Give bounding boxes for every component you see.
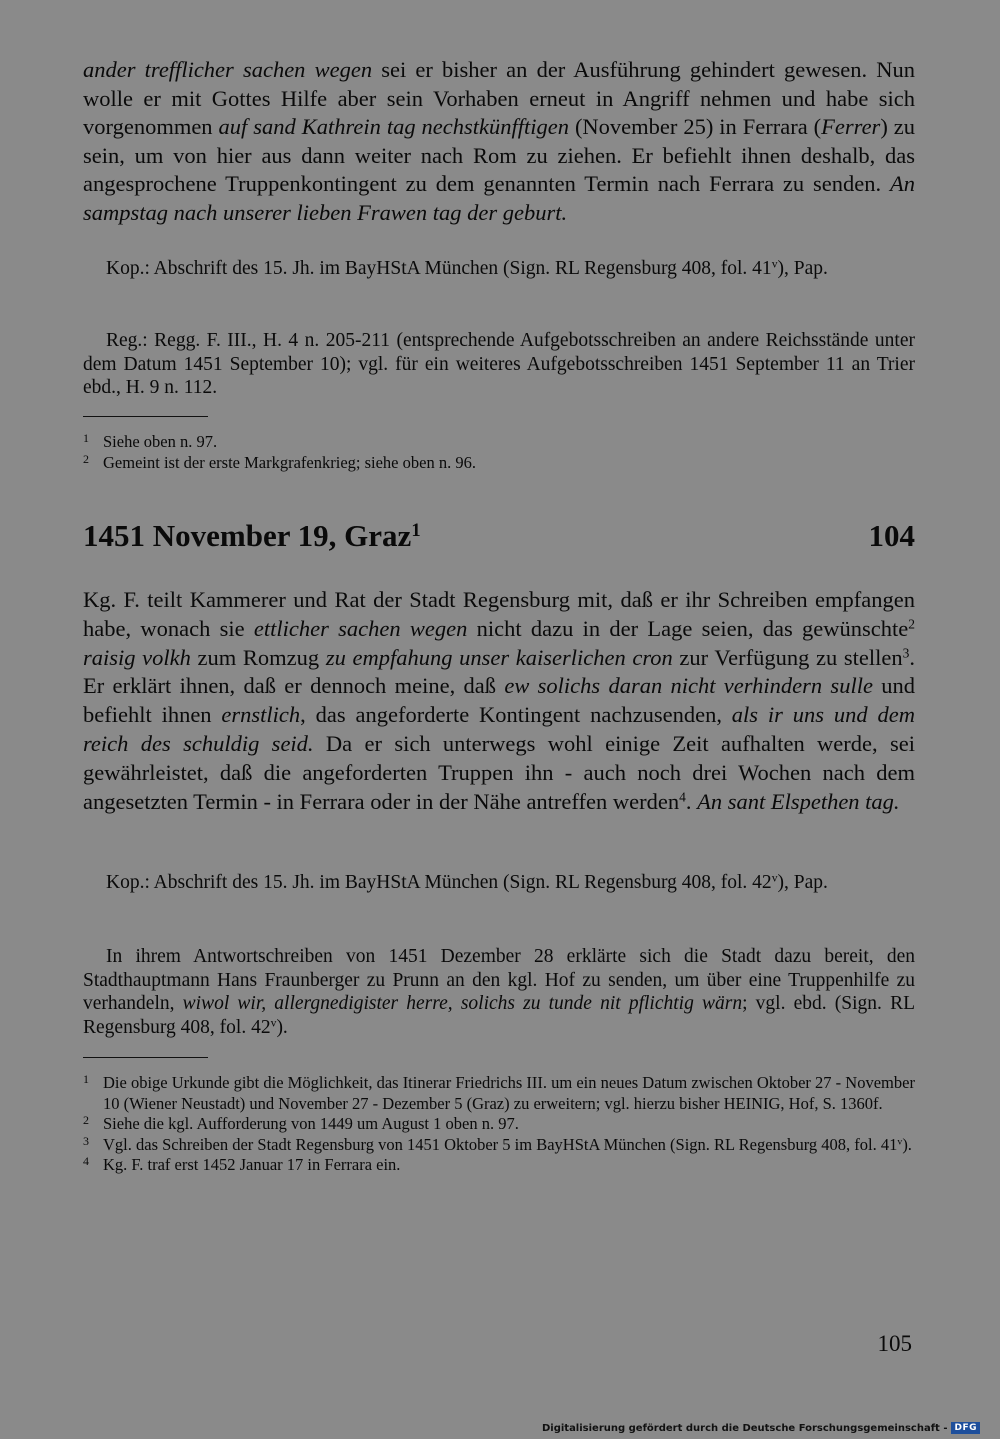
italic-quote: An sant Elspethen tag. — [697, 788, 900, 814]
superscript: 4 — [679, 789, 686, 805]
superscript: v — [771, 871, 778, 885]
italic-quote: auf sand Kathrein tag nechstkünfftigen — [218, 114, 569, 140]
kop-note-2 — [83, 871, 915, 895]
italic-quote: ew solichs daran nicht verhindern sulle — [504, 673, 873, 699]
heading-date-text: 1451 November 19, Graz — [83, 518, 412, 553]
italic-quote: ernstlich — [221, 702, 301, 728]
italic-quote: als ir uns und dem reich des schuldig seid. — [83, 702, 915, 756]
footnote-text: Die obige Urkunde gibt die Möglichkeit, das Itinerar Friedrichs III. um ein neues Datum zwischen Oktober 27 - November 10 (Wiener Neustadt) und November 27 - Dezember 5 (Graz) zu erweitern; vgl. hierzu bisher HEINIG, Hof, S. 1360f. — [103, 1073, 915, 1113]
text-run: In ihrem Antwortschreiben von 1451 Dezember 28 erklärte sich die Stadt dazu bereit, den Stadthauptmann Hans Fraunberger zu Prunn an den kgl. Hof zu senden, um über eine Truppenhilfe zu verhandeln, — [83, 946, 915, 1014]
text-run: , das angeforderte Kontingent nachzusenden, — [300, 702, 732, 728]
superscript: 2 — [908, 616, 915, 632]
footnotes-top — [83, 432, 915, 473]
footnote — [83, 1114, 915, 1135]
footnote — [83, 1135, 915, 1156]
footnote-text: Siehe oben n. 97. — [103, 432, 218, 451]
text-run: . — [685, 788, 698, 814]
footnote-number: 2 — [83, 451, 89, 466]
footnote — [83, 432, 915, 453]
text-run: Kop.: Abschrift des 15. Jh. im BayHStA München (Sign. RL Regensburg 408, fol. 42 — [106, 872, 772, 893]
footnote-number: 1 — [83, 431, 89, 445]
kop-note-1 — [83, 257, 915, 281]
italic-quote: raisig volkh — [83, 644, 191, 670]
text-run: . Er erklärt ihnen, daß er dennoch meine, daß — [83, 644, 915, 699]
superscript: 1 — [411, 519, 421, 541]
top-paragraph — [83, 56, 915, 228]
footnote-number: 3 — [83, 1133, 89, 1148]
text-run: ; vgl. ebd. (Sign. RL Regensburg 408, fol. 42 — [83, 993, 915, 1038]
text-run: ) zu sein, um von hier aus dann weiter nach Rom zu ziehen. Er befiehlt ihnen deshalb, das angesprochene Truppenkontingent zu dem genannten Termin nach Ferrara zu senden. — [83, 114, 915, 197]
footnote-number: 2 — [83, 1113, 89, 1127]
text-run: ), Pap. — [777, 872, 828, 893]
footnote — [83, 1155, 915, 1176]
italic-quote: Ferrer — [821, 114, 881, 140]
answer-note — [83, 945, 915, 1039]
footnote-number: 1 — [83, 1072, 89, 1086]
footnote-text: Vgl. das Schreiben der Stadt Regensburg von 1451 Oktober 5 im BayHStA München (Sign. RL Regensburg 408, fol. 41 — [103, 1134, 898, 1154]
text-run: sei er bisher an der Ausführung gehindert gewesen. Nun wolle er mit Gottes Hilfe aber sein Vorhaben erneut in Angriff nehmen und habe sich vorgenommen — [83, 57, 915, 140]
text-run: ), Pap. — [777, 258, 828, 279]
footnote-text: ). — [902, 1134, 912, 1154]
text-run: nicht dazu in der Lage seien, das gewünschte — [467, 615, 909, 641]
document-heading — [83, 514, 915, 558]
text-run: und befiehlt ihnen — [83, 673, 915, 728]
text-run: zur Verfügung zu stellen — [672, 644, 903, 670]
footnote-divider — [83, 416, 208, 417]
dfg-credit — [542, 1422, 980, 1434]
text-run: (November 25) in Ferrara ( — [568, 114, 822, 140]
text-run: Da er sich unterwegs wohl einige Zeit aufhalten werde, sei gewährleistet, daß die angeforderten Truppen ihn - auch noch drei Wochen nach dem angesetzten Termin - in Ferrara oder in der Nähe antreffen werden — [83, 730, 915, 814]
footnote-divider — [83, 1057, 208, 1058]
dfg-logo[interactable]: DFG — [951, 1422, 980, 1434]
footnote — [83, 1073, 915, 1114]
main-paragraph — [83, 586, 915, 816]
italic-quote: ander trefflicher sachen wegen — [83, 57, 373, 82]
superscript: 3 — [902, 645, 910, 661]
superscript: v — [771, 257, 778, 271]
superscript: v — [897, 1136, 903, 1148]
footnotes-bottom — [83, 1073, 915, 1176]
italic-quote: ettlicher sachen wegen — [253, 615, 468, 641]
superscript: v — [270, 1016, 277, 1030]
page-number: 105 — [877, 1331, 912, 1356]
reg-note: Reg.: Regg. F. III., H. 4 n. 205-211 (entsprechende Aufgebotsschreiben an andere Reichsstände unter dem Datum 1451 September 10); vgl. für ein weiteres Aufgebotsschreiben 1451 September 11 an Trier ebd., H. 9 n. 112. — [83, 330, 915, 398]
italic-quote: wiwol wir, allergnedigister herre, solichs zu tunde nit pflichtig wärn — [182, 993, 743, 1014]
footnote-text: Siehe die kgl. Aufforderung von 1449 um August 1 oben n. 97. — [103, 1114, 519, 1133]
footnote — [83, 453, 915, 474]
footnote-text: Kg. F. traf erst 1452 Januar 17 in Ferrara ein. — [103, 1155, 401, 1174]
heading-date — [83, 518, 421, 553]
footnote-text: Gemeint ist der erste Markgrafenkrieg; siehe oben n. 96. — [103, 452, 476, 472]
italic-quote: zu empfahung unser kaiserlichen cron — [325, 644, 673, 670]
footnote-number: 4 — [83, 1154, 89, 1168]
italic-quote: An sampstag nach unserer lieben Frawen tag der geburt. — [83, 171, 915, 225]
text-run: ). — [276, 1016, 288, 1038]
text-run: Kg. F. teilt Kammerer und Rat der Stadt Regensburg mit, daß er ihr Schreiben empfangen habe, wonach sie — [83, 587, 915, 641]
text-run: Kop.: Abschrift des 15. Jh. im BayHStA München (Sign. RL Regensburg 408, fol. 41 — [106, 258, 772, 279]
text-run: zum Romzug — [190, 644, 326, 670]
document-number: 104 — [868, 518, 915, 553]
dfg-credit-text: Digitalisierung gefördert durch die Deutsche Forschungsgemeinschaft - — [541, 1422, 948, 1434]
